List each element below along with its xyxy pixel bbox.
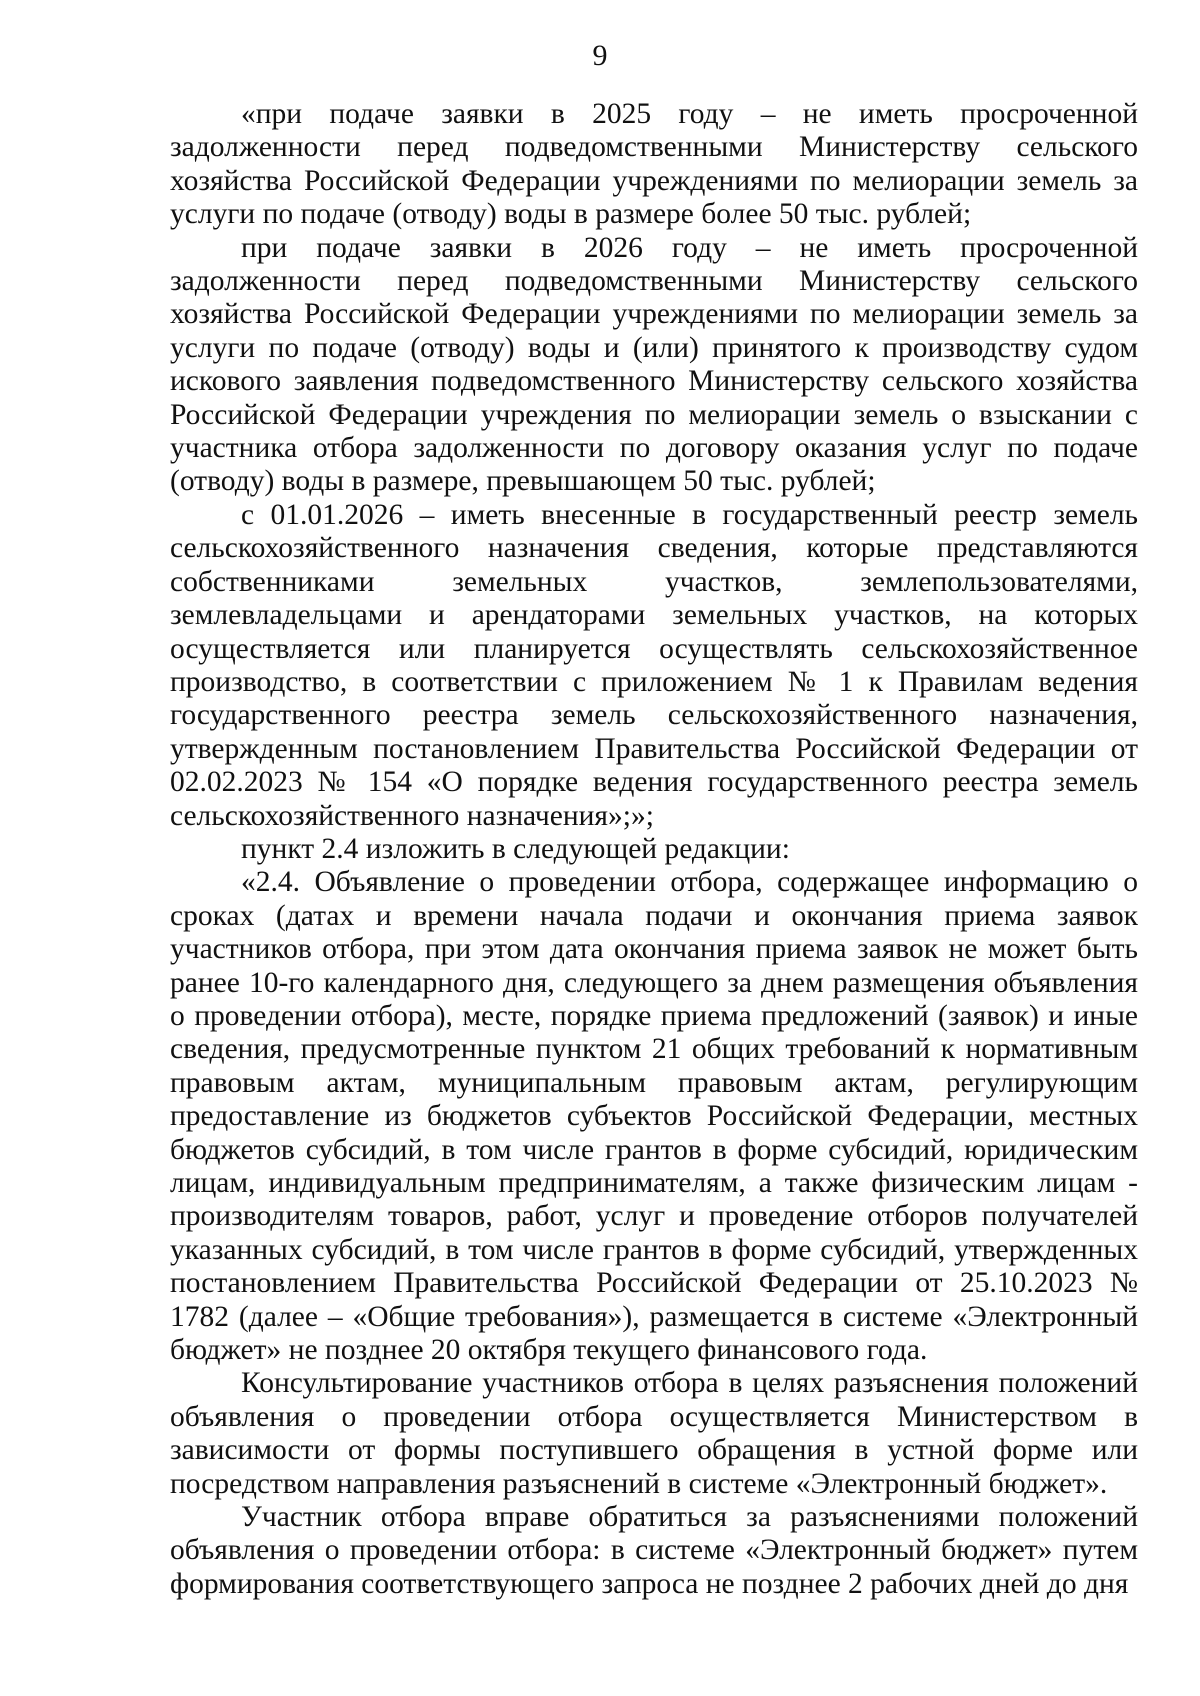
paragraph-clause-2-4: «2.4. Объявление о проведении отбора, содержащее информацию о сроках (датах и времени начала подачи и окончания приема заявок участников отбора, при этом дата окончания приема заявок не может быть ранее 10-го календарного дня, следующего за днем размещения объявления о проведении отбора), месте, порядке приема предложений (заявок) и иные сведения, предусмотренные пунктом 21 общих требований к нормативным правовым актам, муниципальным правовым актам, регулирующим предоставление из бюджетов субъектов Российской Федерации, местных бюджетов субсидий, в том числе грантов в форме субсидий, юридическим лицам, индивидуальным предпринимателям, а также физическим лицам - производителям товаров, работ, услуг и проведение отборов получателей указанных субсидий, в том числе грантов в форме субсидий, утвержденных постановлением Правительства Российской Федерации от 25.10.2023 № 1782 (далее – «Общие требования»), размещается в системе «Электронный бюджет» не позднее 20 октября текущего финансового года.	[170, 866, 1138, 1367]
paragraph-clarification-request: Участник отбора вправе обратиться за разъяснениями положений объявления о проведении отбора: в системе «Электронный бюджет» путем формирования соответствующего запроса не позднее 2 рабочих дней до дня	[170, 1501, 1138, 1600]
paragraph-debt-2025: «при подаче заявки в 2025 году – не иметь просроченной задолженности перед подведомственными Министерству сельского хозяйства Российской Федерации учреждениями по мелиорации земель за услуги по подаче (отводу) воды в размере более 50 тыс. рублей;	[170, 98, 1138, 231]
document-body	[170, 98, 1138, 1601]
page-number: 9	[592, 39, 608, 72]
paragraph-clause-2-4-intro: пункт 2.4 изложить в следующей редакции:	[241, 832, 790, 865]
paragraph-consulting: Консультирование участников отбора в целях разъяснения положений объявления о проведении отбора осуществляется Министерством в зависимости от формы поступившего обращения в устной форме или посредством направления разъяснений в системе «Электронный бюджет».	[170, 1367, 1138, 1500]
paragraph-land-registry: с 01.01.2026 – иметь внесенные в государственный реестр земель сельскохозяйственного назначения сведения, которые представляются собственниками земельных участков, землепользователями, землевладельцами и арендаторами земельных участков, на которых осуществляется или планируется осуществлять сельскохозяйственное производство, в соответствии с приложением № 1 к Правилам ведения государственного реестра земель сельскохозяйственного назначения, утвержденным постановлением Правительства Российской Федерации от 02.02.2023 № 154 «О порядке ведения государственного реестра земель сельскохозяйственного назначения»;»;	[170, 498, 1138, 832]
paragraph-debt-2026: при подаче заявки в 2026 году – не иметь просроченной задолженности перед подведомственными Министерству сельского хозяйства Российской Федерации учреждениями по мелиорации земель за услуги по подаче (отводу) воды и (или) принятого к производству судом искового заявления подведомственного Министерству сельского хозяйства Российской Федерации учреждения по мелиорации земель о взыскании с участника отбора задолженности по договору оказания услуг по подаче (отводу) воды в размере, превышающем 50 тыс. рублей;	[170, 231, 1138, 498]
